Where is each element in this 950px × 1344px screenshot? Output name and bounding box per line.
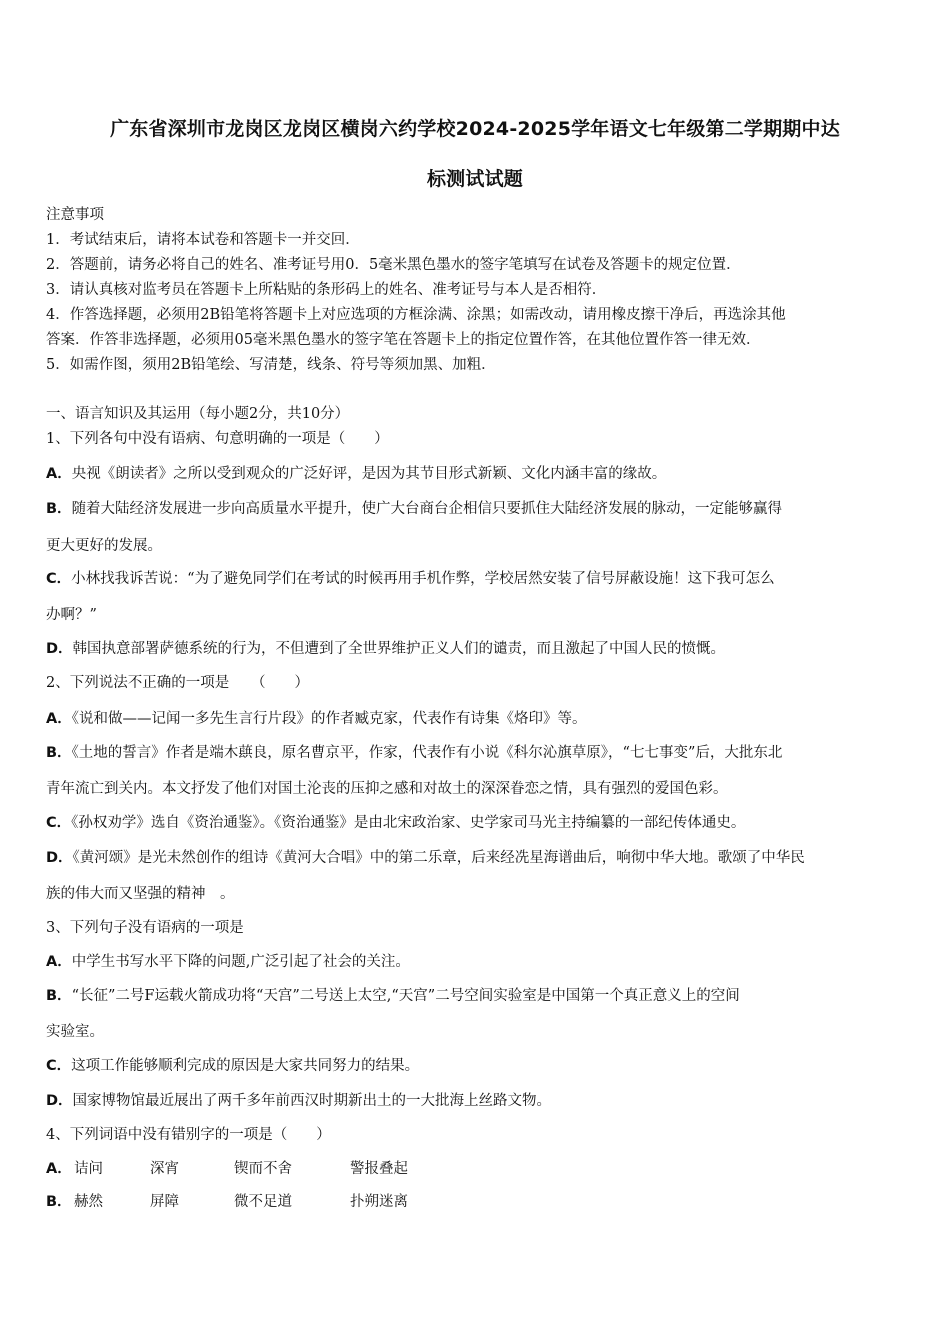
- question-stem: 4、下列词语中没有错别字的一项是（ ）: [46, 1127, 331, 1143]
- question-stem: 2、下列说法不正确的一项是 （ ）: [46, 675, 309, 691]
- notice-item: 1．考试结束后，请将本试卷和答题卡一并交回．: [46, 232, 360, 248]
- section-heading: 一、语言知识及其运用（每小题2分，共10分）: [46, 406, 350, 422]
- word-option-b-word: 赫然: [74, 1194, 103, 1210]
- option-a: A．《说和做——记闻一多先生言行片段》的作者臧克家，代表作有诗集《烙印》等。: [46, 711, 587, 727]
- option-d-cont: 族的伟大而又坚强的精神 。: [46, 886, 235, 902]
- word-option-a-word: 深宵: [150, 1161, 179, 1177]
- option-c-cont: 办啊？”: [46, 607, 97, 623]
- option-a: A．中学生书写水平下降的问题,广泛引起了社会的关注。: [46, 954, 410, 970]
- word-option-b-word: 微不足道: [234, 1194, 292, 1210]
- notice-item: 4．作答选择题，必须用2B铅笔将答题卡上对应选项的方框涂满、涂黑；如需改动，请用橡皮擦干净后，再选涂其他: [46, 307, 786, 323]
- option-d: D．韩国执意部署萨德系统的行为，不但遭到了全世界维护正义人们的谴责，而且激起了中国人民的愤慨。: [46, 641, 726, 657]
- option-b-cont: 更大更好的发展。: [46, 538, 162, 554]
- option-a: A．央视《朗读者》之所以受到观众的广泛好评，是因为其节目形式新颖、文化内涵丰富的缘故。: [46, 466, 667, 482]
- option-c: C．这项工作能够顺利完成的原因是大家共同努力的结果。: [46, 1058, 420, 1074]
- option-b-cont: 实验室。: [46, 1024, 104, 1040]
- notice-item: 3．请认真核对监考员在答题卡上所粘贴的条形码上的姓名、准考证号与本人是否相符．: [46, 282, 607, 298]
- word-option-a-label: A．: [46, 1161, 72, 1177]
- notice-item: 答案．作答非选择题，必须用05毫米黑色墨水的签字笔在答题卡上的指定位置作答，在其他位置作答一律无效．: [46, 332, 761, 348]
- word-option-b-word: 扑朔迷离: [350, 1194, 408, 1210]
- word-option-b-word: 屏障: [150, 1194, 179, 1210]
- notice-item: 2．答题前，请务必将自己的姓名、准考证号用0．5毫米黑色墨水的签字笔填写在试卷及答题卡的规定位置．: [46, 257, 741, 273]
- option-b-cont: 青年流亡到关内。本文抒发了他们对国土沦丧的压抑之感和对故土的深深眷恋之情，具有强烈的爱国色彩。: [46, 781, 728, 797]
- word-option-a-word: 锲而不舍: [234, 1161, 292, 1177]
- notice-heading: 注意事项: [46, 207, 104, 223]
- doc-title-line2: 标测试试题: [426, 168, 523, 190]
- doc-title-line1: 广东省深圳市龙岗区龙岗区横岗六约学校2024-2025学年语文七年级第二学期期中达: [110, 118, 840, 140]
- word-option-b-label: B．: [46, 1194, 72, 1210]
- option-c: C．《孙权劝学》选自《资治通鉴》。《资治通鉴》是由北宋政治家、史学家司马光主持编纂的一部纪传体通史。: [46, 815, 746, 831]
- notice-item: 5．如需作图，须用2B铅笔绘、写清楚，线条、符号等须加黑、加粗．: [46, 357, 496, 373]
- option-b: B．《土地的誓言》作者是端木蕻良，原名曹京平，作家，代表作有小说《科尔沁旗草原》，“七七事变”后，大批东北: [46, 745, 783, 761]
- question-stem: 1、下列各句中没有语病、句意明确的一项是（ ）: [46, 431, 389, 447]
- word-option-a-word: 诘问: [74, 1161, 103, 1177]
- option-c: C．小林找我诉苦说：“为了避免同学们在考试的时候再用手机作弊，学校居然安装了信号屏蔽设施！这下我可怎么: [46, 571, 775, 587]
- option-b: B．随着大陆经济发展进一步向高质量水平提升，使广大台商台企相信只要抓住大陆经济发展的脉动，一定能够赢得: [46, 501, 783, 517]
- option-b: B．“长征”二号F运载火箭成功将“天宫”二号送上太空,“天宫”二号空间实验室是中国第一个真正意义上的空间: [46, 988, 740, 1004]
- option-d: D．国家博物馆最近展出了两千多年前西汉时期新出土的一大批海上丝路文物。: [46, 1093, 552, 1109]
- option-d: D．《黄河颂》是光未然创作的组诗《黄河大合唱》中的第二乐章，后来经冼星海谱曲后，响彻中华大地。歌颂了中华民: [46, 850, 805, 866]
- word-option-a-word: 警报叠起: [350, 1161, 408, 1177]
- question-stem: 3、下列句子没有语病的一项是: [46, 920, 244, 936]
